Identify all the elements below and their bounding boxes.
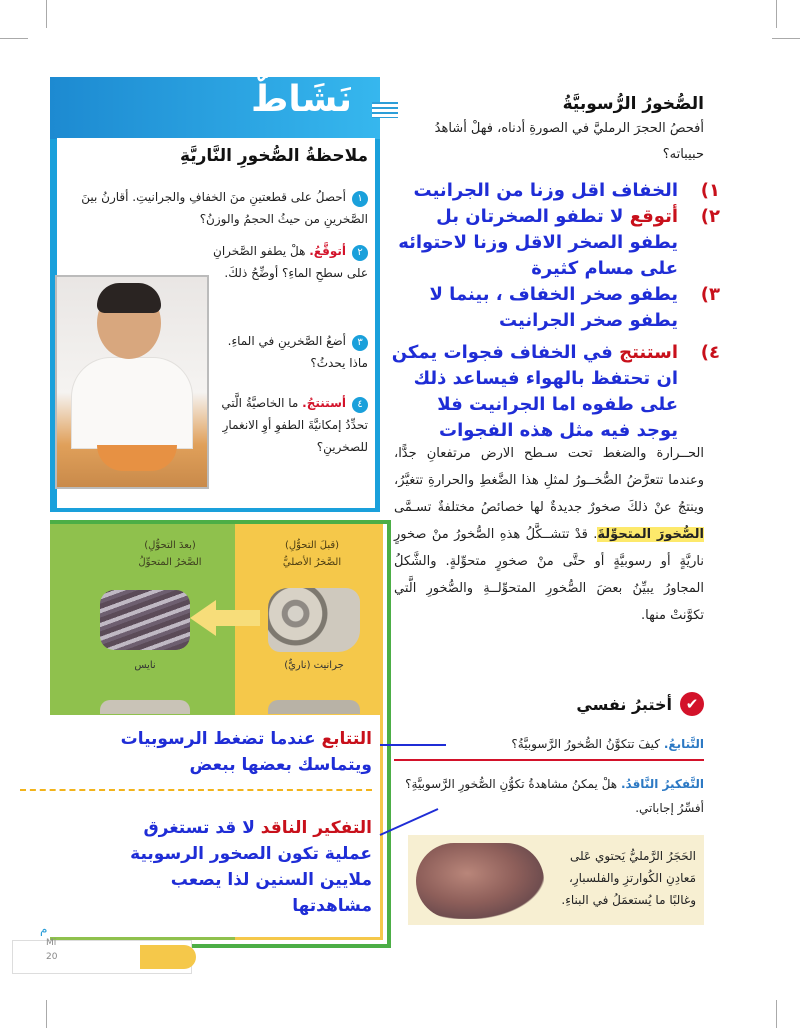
note-lead: التفكير الناقد: [260, 818, 372, 838]
sandstone-photo: [416, 843, 544, 919]
boy-body: [71, 357, 193, 449]
footer-text: Mi: [46, 938, 57, 948]
gneiss-photo: [100, 590, 190, 650]
rock-photo-partial: [268, 700, 360, 714]
chart-before-subtitle: الصَّخرُ الأصليُّ: [282, 557, 342, 568]
section-text-sedimentary: أفحصُ الحجرَ الرمليَّ في الصورةِ أدناه، فهلْ أشاهدُ حبيباته؟: [434, 121, 704, 162]
section-title-sedimentary: الصُّخورُ الرُّسوبيَّةُ: [562, 94, 704, 114]
note-text: لا قد تستغرق عملية تكون الصخور الرسوبية ملايين السنين لذا يصعب مشاهدتها: [130, 818, 372, 916]
gneiss-caption: نايس: [134, 660, 156, 671]
note-divider: [20, 789, 372, 791]
step-number: ١: [352, 191, 368, 207]
chart-after-label: (بعدَ التحوُّلِ): [144, 540, 196, 551]
metamorphic-paragraph: [394, 440, 704, 629]
granite-photo: [268, 588, 360, 652]
activity-word: نَشَاطٌ: [250, 79, 352, 120]
answer-text: الخفاف اقل وزنا من الجرانيت: [413, 180, 678, 201]
metamorphic-text-before: الحــرارة والضغط تحت سـطح الارض مرتفعانِ جدًّا، وعندما تتعرَّضُ الصُّخــورُ لمثلِ هذا الضَّغطِ والحرارةِ تتغيَّرُ، وينتجُ عنْ ذلكَ صخورٌ جديدةٌ لها خصائصُ مختلفةٌ تسـمَّى: [394, 446, 704, 515]
sandstone-hint-box: [408, 835, 704, 925]
step-number: ٣: [352, 335, 368, 351]
question-text: كيفَ تتكوَّنُ الصُّخورُ الرَّسوبيَّةُ؟: [511, 737, 664, 751]
crop-mark: [772, 38, 800, 39]
chart-after-subtitle: الصَّخرُ المتحوِّلُ: [138, 557, 202, 568]
rock-photo-partial: [100, 700, 190, 714]
step-text: هلْ يطفو الصَّخرانِ على سطحِ الماءِ؟ أوضِّحُ ذلكَ.: [213, 244, 368, 280]
step-text: أضعُ الصَّخرينِ في الماءِ. ماذا يحدثُ؟: [227, 334, 368, 370]
question-label: التَّفكيرُ النَّاقدُ.: [620, 777, 704, 791]
answer-lead: أتوقع: [629, 206, 678, 227]
crop-mark: [46, 1000, 47, 1028]
footer-text: 20: [46, 952, 58, 962]
chart-before-label: (قبلَ التحوُّلِ): [284, 540, 340, 551]
answer-number: ٤): [700, 342, 720, 363]
activity-title: ملاحظةُ الصُّخورِ النَّاريَّةِ: [179, 146, 368, 166]
answer-text: في الخفاف فجوات يمكن ان تحتفظ بالهواء فيساعد ذلك على طفوه اما الجرانيت فلا يوجد فيه مثل هذه الفجوات: [391, 342, 678, 441]
granite-caption: جرانيت (ناريٌّ): [284, 660, 344, 671]
footer-text: م: [40, 922, 48, 936]
note-critical-answer: [102, 815, 372, 919]
activity-step-1: [38, 186, 368, 230]
boy-photo: [55, 275, 209, 489]
boy-hair: [97, 283, 161, 313]
sandstone-hint-text: الحَجَرُ الرَّمليُّ يَحتوي عَلى مَعادِنِ الكُوارتزِ والفلسبارِ، وغالبًا ما يُستعمَلُ في البناءِ.: [561, 849, 696, 907]
handwritten-answers: [390, 178, 720, 444]
crop-mark: [0, 38, 28, 39]
connector-lines: [378, 735, 448, 845]
activity-step-4: [208, 392, 368, 458]
answer-number: ٣): [700, 284, 720, 305]
activity-stripes-icon: [372, 102, 398, 118]
answer-2: [390, 204, 720, 282]
metamorphic-highlight: الصُّخورَ المتحوِّلةَ: [597, 527, 705, 542]
crop-mark: [46, 0, 47, 28]
crop-mark: [776, 0, 777, 28]
step-number: ٢: [352, 245, 368, 261]
step-lead: أستنتجُ.: [302, 396, 346, 410]
answer-text: لا تطفو الصخرتان بل يطفو الصخر الاقل وزنا لاحتوائه على مسام كثيرة: [398, 206, 678, 279]
step-text: ما الخاصيَّةُ الَّتي تحدِّدُ إمكانيَّةَ الطفوِ أوِ الانغمارِ للصخرينِ؟: [221, 396, 368, 454]
answer-number: ١): [700, 180, 720, 201]
activity-header: [50, 77, 380, 139]
activity-step-3: [208, 330, 368, 374]
step-number: ٤: [352, 397, 368, 413]
note-text: عندما تضغط الرسوبيات ويتماسك بعضها ببعض: [120, 729, 372, 775]
crop-mark: [776, 1000, 777, 1028]
metamorphic-text-after: . قدْ تتشــكَّلُ هذهِ الصُّخورُ منْ صخورٍ ناريَّةٍ أو رسوبيَّةٍ أو حتَّى منْ صخورٍ متحوِّلةٍ. والشَّكلُ المجاورُ يبيِّنُ بعضَ الصُّخورِ المتحوِّلــةِ والصُّخورِ الَّتي تكوَّنتْ منها.: [394, 527, 704, 623]
answer-lead: استنتج: [619, 342, 678, 363]
answer-4: [390, 340, 720, 444]
arrow-left-icon: [190, 598, 260, 638]
note-sequence-answer: [102, 726, 372, 778]
page-number-tab: [140, 945, 196, 969]
self-test-title: أختبرُ نفسي: [576, 694, 672, 714]
question-text: هلْ يمكنُ مشاهدةُ تكوُّنِ الصُّخورِ الرَّسوبيَّةِ؟ أفسِّرُ إجاباتي.: [405, 777, 704, 815]
step-lead: أتوقَّعُ.: [309, 244, 346, 258]
water-bowl: [97, 445, 177, 471]
answer-1: [390, 178, 720, 204]
step-text: أحصلُ على قطعتينِ منَ الخفافِ والجرانيتِ. أقارنُ بينَ الصَّخرينِ من حيثُ الحجمُ والوزنُ؟: [81, 190, 368, 226]
answer-number: ٢): [700, 206, 720, 227]
answer-3: [390, 282, 720, 334]
question-label: التَّتابعُ.: [663, 737, 704, 751]
checkmark-icon: ✔: [680, 692, 704, 716]
answer-text: يطفو صخر الخفاف ، بينما لا يطفو صخر الجرانيت: [429, 284, 678, 331]
activity-step-2: [208, 240, 368, 284]
self-test-heading: [576, 692, 704, 716]
note-lead: التتابع: [321, 729, 372, 749]
